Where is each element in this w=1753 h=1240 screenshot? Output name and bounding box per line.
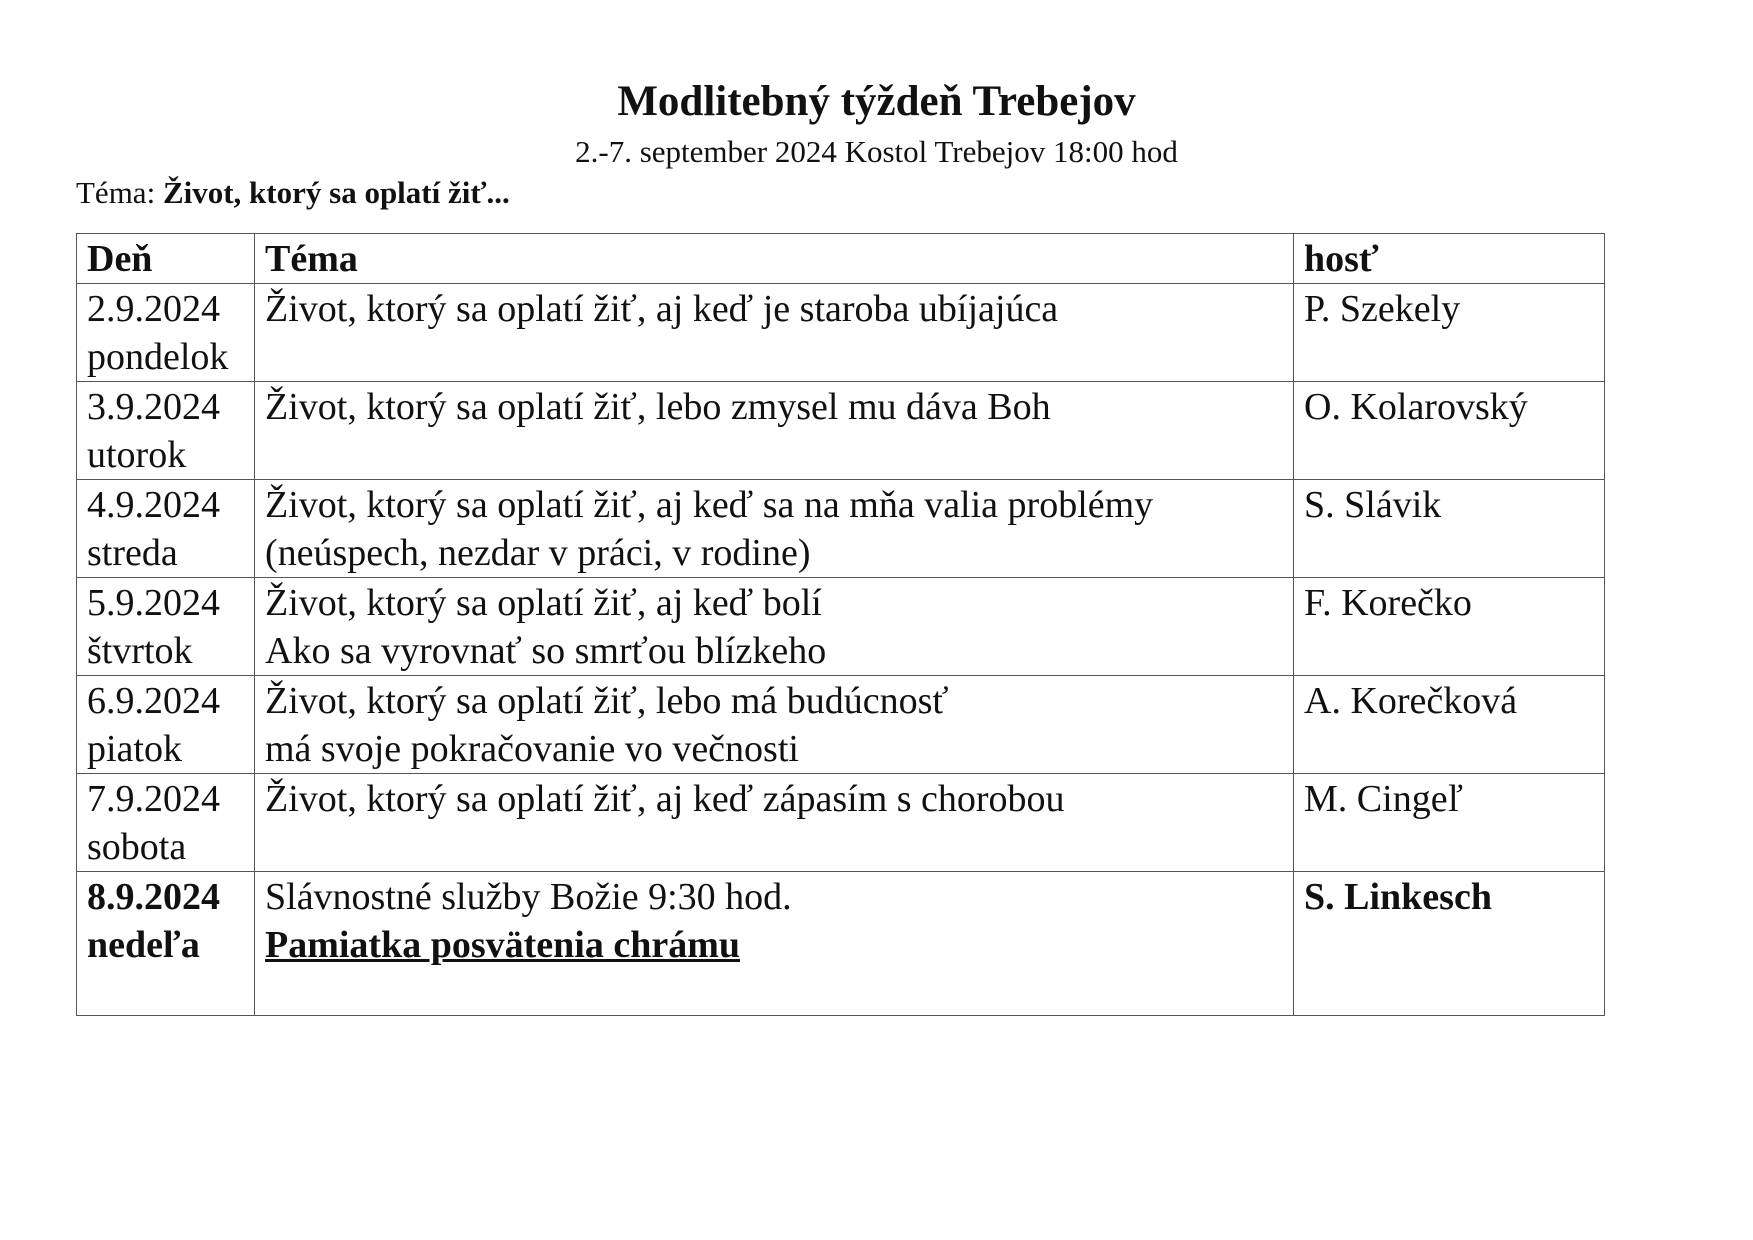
topic-line: Život, ktorý sa oplatí žiť, aj keď bolí xyxy=(265,582,822,624)
date: 2.9.2024 xyxy=(87,288,220,330)
theme-line xyxy=(76,173,510,213)
topic-line: Život, ktorý sa oplatí žiť, aj keď je staroba ubíjajúca xyxy=(265,288,1059,330)
guest-cell: S. Linkesch xyxy=(1294,872,1605,1016)
table-header-row xyxy=(77,234,1605,284)
topic-cell xyxy=(255,382,1294,480)
topic-line-2: (neúspech, nezdar v práci, v rodine) xyxy=(265,532,811,574)
topic-cell xyxy=(255,284,1294,382)
theme-label: Téma: xyxy=(76,175,163,210)
theme-value: Život, ktorý sa oplatí žiť... xyxy=(162,175,510,210)
topic-line: Život, ktorý sa oplatí žiť, aj keď sa na mňa valia problémy xyxy=(265,484,1154,526)
guest-cell: P. Szekely xyxy=(1294,284,1605,382)
date: 7.9.2024 xyxy=(87,778,220,820)
topic-line: Život, ktorý sa oplatí žiť, lebo zmysel mu dáva Boh xyxy=(265,386,1051,428)
date: 5.9.2024 xyxy=(87,582,220,624)
weekday: pondelok xyxy=(87,336,229,378)
guest-cell: O. Kolarovský xyxy=(1294,382,1605,480)
date: 3.9.2024 xyxy=(87,386,220,428)
topic-line: Život, ktorý sa oplatí žiť, aj keď zápasím s chorobou xyxy=(265,778,1065,820)
date: 4.9.2024 xyxy=(87,484,220,526)
topic-line-2: Pamiatka posvätenia chrámu xyxy=(265,924,740,966)
topic-line: Život, ktorý sa oplatí žiť, lebo má budúcnosť xyxy=(265,680,949,722)
topic-cell xyxy=(255,774,1294,872)
day-cell xyxy=(77,284,255,382)
topic-line: Slávnostné služby Božie 9:30 hod. xyxy=(265,876,792,918)
topic-cell xyxy=(255,578,1294,676)
weekday: nedeľa xyxy=(87,924,200,966)
guest-cell: F. Korečko xyxy=(1294,578,1605,676)
day-cell xyxy=(77,382,255,480)
table-row xyxy=(77,284,1605,382)
guest-cell: S. Slávik xyxy=(1294,480,1605,578)
table-row xyxy=(77,774,1605,872)
weekday: streda xyxy=(87,532,178,574)
table-row xyxy=(77,480,1605,578)
table-row xyxy=(77,578,1605,676)
table-row xyxy=(77,872,1605,1016)
page-subtitle: 2.-7. september 2024 Kostol Trebejov 18:00 hod xyxy=(575,134,1178,169)
day-cell xyxy=(77,774,255,872)
guest-cell: A. Korečková xyxy=(1294,676,1605,774)
day-cell xyxy=(77,480,255,578)
weekday: utorok xyxy=(87,434,187,476)
column-header-guest: hosť xyxy=(1294,234,1605,284)
table-row xyxy=(77,676,1605,774)
date: 8.9.2024 xyxy=(87,876,220,918)
day-cell xyxy=(77,676,255,774)
date: 6.9.2024 xyxy=(87,680,220,722)
schedule-table xyxy=(76,233,1605,1016)
topic-line-2: Ako sa vyrovnať so smrťou blízkeho xyxy=(265,630,827,672)
guest-cell: M. Cingeľ xyxy=(1294,774,1605,872)
column-header-topic: Téma xyxy=(255,234,1294,284)
day-cell xyxy=(77,578,255,676)
topic-line-2: má svoje pokračovanie vo večnosti xyxy=(265,728,799,770)
weekday: sobota xyxy=(87,826,187,868)
topic-cell xyxy=(255,480,1294,578)
topic-cell xyxy=(255,676,1294,774)
weekday: piatok xyxy=(87,728,182,770)
table-row xyxy=(77,382,1605,480)
topic-cell xyxy=(255,872,1294,1016)
day-cell xyxy=(77,872,255,1016)
page-title: Modlitebný týždeň Trebejov xyxy=(617,78,1136,125)
column-header-day: Deň xyxy=(77,234,255,284)
weekday: štvrtok xyxy=(87,630,193,672)
